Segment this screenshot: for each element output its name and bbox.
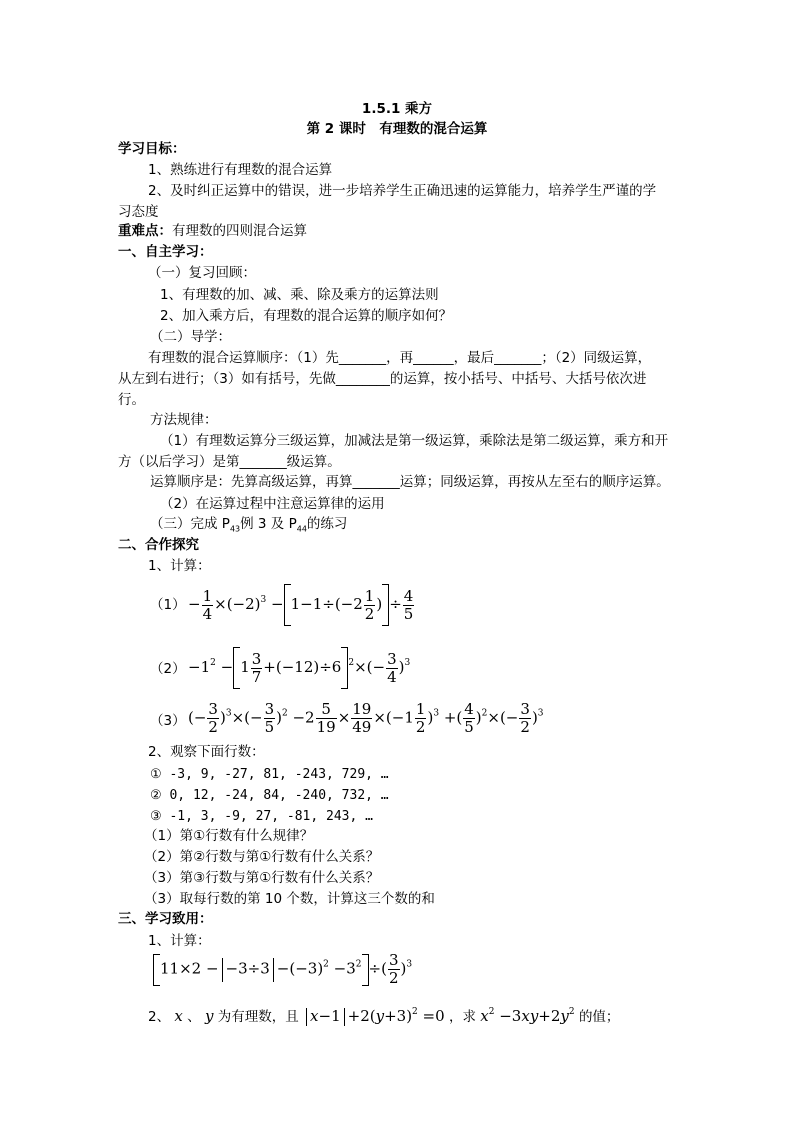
- method-line-3: 运算顺序是：先算高级运算，再算_______运算；同级运算，再按从左至右的顺序运算。: [150, 474, 670, 490]
- task-3-mid: 例 3 及 P: [240, 516, 297, 532]
- question-2: （2）第②行数与第①行数有什么关系？: [144, 849, 380, 865]
- method-line-4: （2）在运算过程中注意运算律的运用: [160, 496, 385, 512]
- var-x: x: [174, 1007, 183, 1025]
- goal-2-line-1: 2、及时纠正运算中的错误，进一步培养学生正确迅速的运算能力，培养学生严谨的学: [148, 183, 657, 199]
- sequence-row-1: ① -3, 9, -27, 81, -243, 729, …: [150, 767, 389, 782]
- problem-2-end: 的值；: [578, 1009, 620, 1025]
- problem-2-sep: 、: [187, 1009, 201, 1025]
- calc-heading: 1、计算：: [148, 558, 211, 574]
- review-heading: （一）复习回顾：: [148, 265, 256, 281]
- problem-2: [148, 1003, 619, 1027]
- sequence-row-3: ③ -1, 3, -9, 27, -81, 243, …: [150, 809, 373, 824]
- key-label: 重难点：: [118, 223, 172, 239]
- problem-2-text: 为有理数，且: [217, 1009, 299, 1025]
- expr-3: (− $\frac{3}{2}$ )$^3$×(− $\frac{3}{5}$ )$^2$ −2 $\frac{5}{19}$ × $\frac{19}{49}$ ×(−1 $\frac{1}{2}$ )$^3$ +( $\frac{4}{5}$ )$^2$×(− $\frac{3}{2}$ )$^3$: [188, 700, 544, 736]
- method-line-2: 方（以后学习）是第_______级运算。: [118, 454, 341, 470]
- method-line-1: （1）有理数运算分三级运算，加减法是第一级运算，乘除法是第二级运算，乘方和开: [160, 433, 669, 449]
- task-3-post: 的练习: [306, 516, 348, 532]
- page-subtitle: 第 2 课时 有理数的混合运算: [306, 121, 488, 137]
- section-1-heading: 一、自主学习：: [118, 244, 213, 260]
- expr-2-label: （2）: [150, 661, 186, 677]
- expr-1-label: （1）: [150, 597, 186, 613]
- goal-2-line-2: 习态度: [118, 204, 159, 220]
- method-heading: 方法规律：: [150, 412, 218, 428]
- goal-1: 1、熟练进行有理数的混合运算: [148, 162, 333, 178]
- review-item-2: 2、加入乘方后，有理数的混合运算的顺序如何？: [160, 308, 453, 324]
- order-line-2: 从左到右进行；（3）如有括号，先做________的运算，按小括号、中括号、大括号依次进: [118, 371, 647, 387]
- page-title: 1.5.1 乘方: [361, 101, 433, 117]
- order-line-1: 有理数的混合运算顺序：（1）先_______，再______，最后_______；（2）同级运算，: [148, 350, 652, 366]
- question-3: （3）第③行数与第①行数有什么关系？: [144, 870, 380, 886]
- calc-2-heading: 1、计算：: [148, 933, 211, 949]
- target-expr: $x^2 -3xy+2y^2$: [480, 1007, 575, 1025]
- section-3-heading: 三、学习致用：: [118, 911, 213, 927]
- observe-heading: 2、观察下面行数：: [148, 744, 265, 760]
- expr-2: $-1^2 - 1$ $\frac{3}{7}$ +(−12)÷6 $^2$×(− $\frac{3}{4}$ )$^3$: [188, 647, 410, 689]
- sequence-row-2: ② 0, 12, -24, 84, -240, 732, …: [150, 788, 389, 803]
- expr-1: − $\frac{1}{4}$ $\times(-2)^3 - 1-1\div(-2$ $\frac{1}{2}$ ) ÷ $\frac{4}{5}$: [188, 584, 415, 626]
- question-1: （1）第①行数有什么规律？: [144, 828, 314, 844]
- condition-expr: $x-1 +2(y+3)^2 =0$: [303, 1007, 445, 1025]
- guide-heading: （二）导学：: [150, 329, 231, 345]
- key-points: [118, 222, 307, 241]
- key-text: 有理数的四则混合运算: [172, 223, 307, 239]
- expr-4: $11\times 2 - -3\div 3 -(-3)^2 -3^2$ ÷( $\frac{3}{2}$ )$^3$: [153, 952, 412, 987]
- problem-2-ask: ，求: [448, 1009, 476, 1025]
- var-y: y: [204, 1007, 214, 1025]
- task-3-pre: （三）完成 P: [150, 516, 230, 532]
- task-3-page-1: 43: [229, 524, 241, 534]
- review-item-1: 1、有理数的加、减、乘、除及乘方的运算法则: [160, 287, 439, 303]
- order-line-3: 行。: [118, 392, 145, 408]
- expr-3-label: （3）: [150, 713, 186, 729]
- section-2-heading: 二、合作探究: [118, 537, 199, 553]
- problem-2-number: 2、: [148, 1009, 171, 1025]
- question-4: （3）取每行数的第 10 个数，计算这三个数的和: [144, 891, 435, 907]
- task-3-page-2: 44: [296, 524, 307, 534]
- goals-heading: 学习目标：: [118, 141, 186, 157]
